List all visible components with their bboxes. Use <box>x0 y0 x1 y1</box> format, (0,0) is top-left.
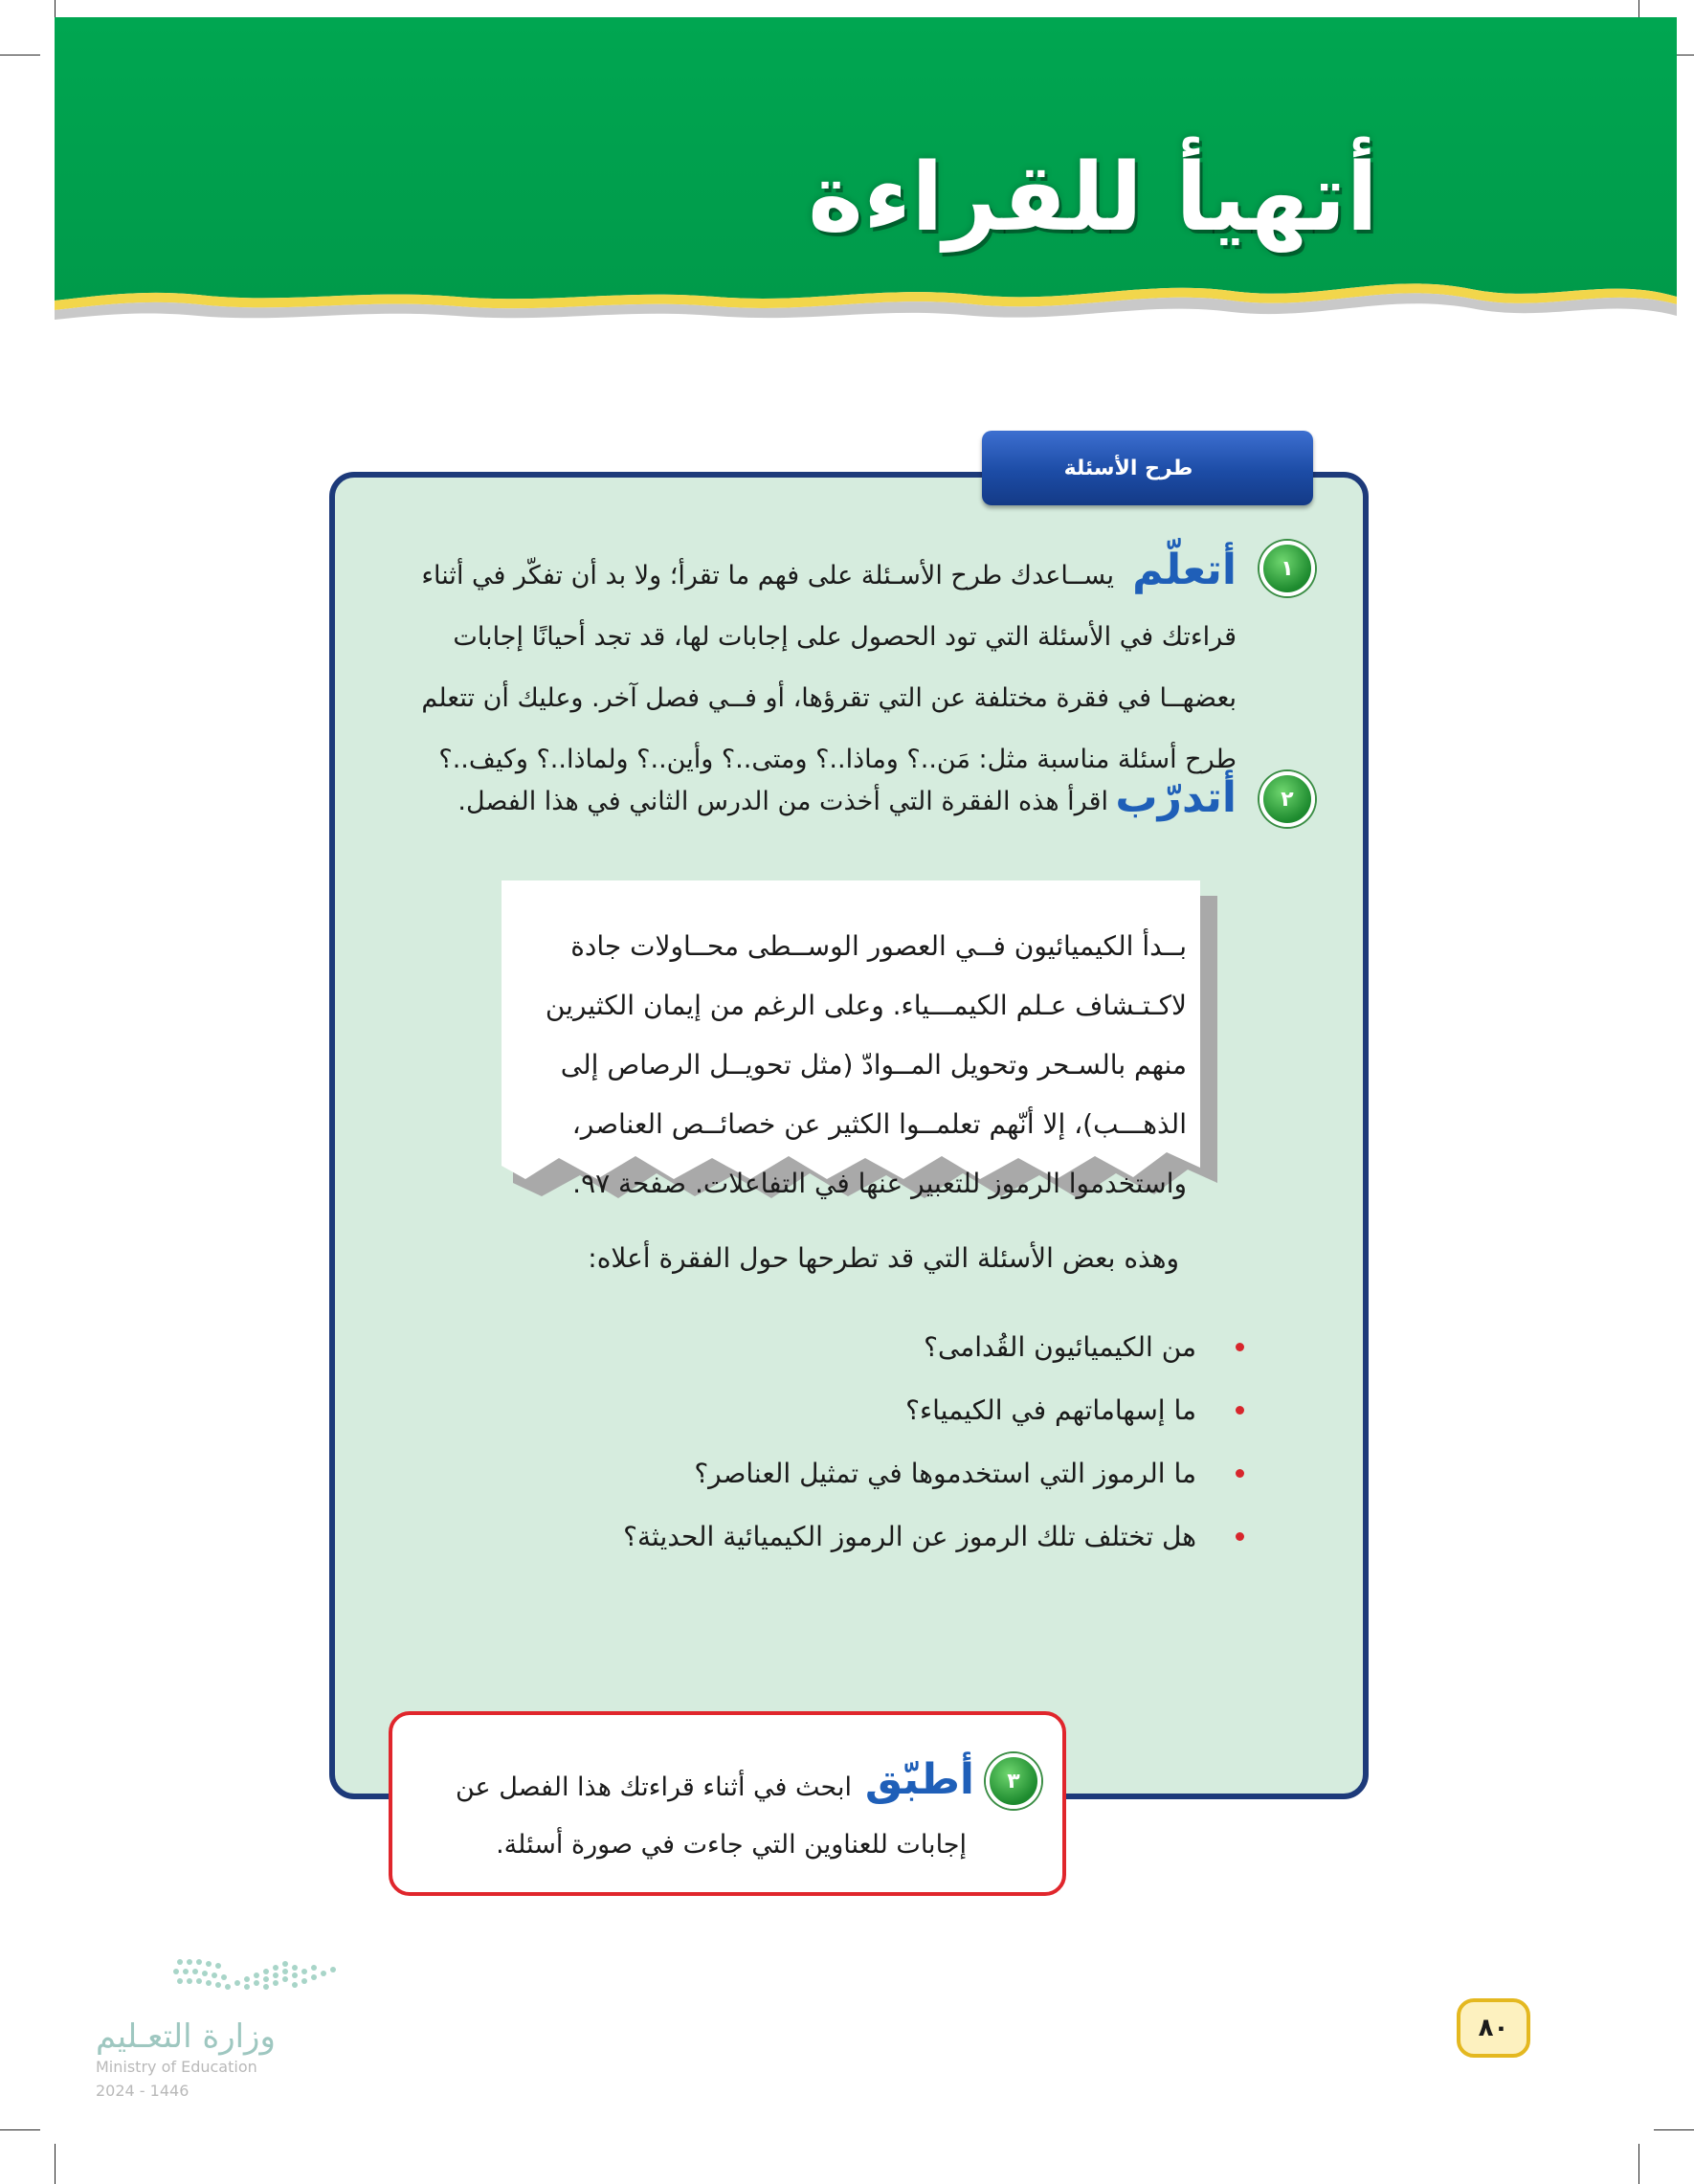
ministry-year: 2024 - 1446 <box>96 2082 189 2100</box>
list-item <box>623 1379 1244 1442</box>
quote-paragraph <box>517 917 1187 1214</box>
question-text: ما إسهاماتهم في الكيمياء؟ <box>905 1394 1196 1426</box>
apply-line: ابحث في أثناء قراءتك هذا الفصل عن <box>455 1772 852 1802</box>
bullet-icon <box>1236 1406 1244 1415</box>
learn-line: يســاعدك طرح الأسـئلة على فهم ما تقرأ؛ ولا بد أن تفكّر في أثناء <box>421 561 1114 591</box>
step-badge-1: ١ <box>1259 541 1315 596</box>
quote-line: واستخدموا الرموز للتعبير عنها في التفاعلات. صفحة ٩٧. <box>572 1168 1187 1199</box>
questions-intro: وهذه بعض الأسئلة التي قد تطرحها حول الفقرة أعلاه: <box>588 1242 1179 1274</box>
quote-line: بــدأ الكيميائيون فــي العصور الوســطى محــاولات جادة <box>570 930 1187 962</box>
question-text: هل تختلف تلك الرموز عن الرموز الكيميائية الحديثة؟ <box>623 1521 1196 1552</box>
learn-line: قراءتك في الأسئلة التي تود الحصول على إجابات لها، قد تجد أحيانًا إجابات <box>453 622 1237 652</box>
learn-line: طرح أسئلة مناسبة مثل: مَن..؟ وماذا..؟ ومتى..؟ وأين..؟ ولماذا..؟ وكيف..؟ <box>438 745 1237 774</box>
bullet-icon <box>1236 1532 1244 1541</box>
bullet-icon <box>1236 1469 1244 1478</box>
ministry-name-en: Ministry of Education <box>96 2058 257 2076</box>
practice-text: اقرأ هذه الفقرة التي أخذت من الدرس الثاني في هذا الفصل. <box>457 787 1108 816</box>
page-number: ٨٠ <box>1457 1998 1530 2058</box>
step-badge-3: ٣ <box>986 1753 1041 1809</box>
ministry-logo-icon <box>96 1952 345 2019</box>
section-tab <box>982 431 1313 505</box>
practice-heading: أتدرّب <box>1115 773 1237 822</box>
ministry-name-ar: وزارة التعـليم <box>96 2017 276 2056</box>
list-item <box>623 1442 1244 1505</box>
learn-heading: أتعلّم <box>1132 546 1237 594</box>
question-text: من الكيميائيون القُدامى؟ <box>924 1331 1196 1363</box>
crop-mark <box>55 2144 56 2184</box>
learn-line: بعضهــا في فقرة مختلفة عن التي تقرؤها، أو فــي فصل آخر. وعليك أن تتعلم <box>421 683 1237 713</box>
list-item <box>623 1505 1244 1569</box>
question-text: ما الرموز التي استخدموها في تمثيل العناصر؟ <box>694 1458 1196 1489</box>
crop-mark <box>1638 2144 1639 2184</box>
section-tab-label: طرح الأسئلة <box>1063 456 1193 480</box>
step-badge-2: ٢ <box>1259 771 1315 827</box>
bullet-icon <box>1236 1343 1244 1351</box>
learn-paragraph <box>394 546 1237 791</box>
questions-list <box>623 1316 1244 1569</box>
list-item <box>623 1316 1244 1379</box>
quote-line: الذهـــب)، إلا أنّهم تعلمــوا الكثير عن خصائــص العناصر، <box>571 1108 1187 1140</box>
apply-line: إجابات للعناوين التي جاءت في صورة أسئلة. <box>496 1830 967 1860</box>
page-title: أتهيأ للقراءة <box>808 144 1378 253</box>
crop-mark <box>0 55 40 56</box>
crop-mark <box>1654 2129 1694 2130</box>
quote-line: لاكـتـشاف عـلم الكيمـــياء. وعلى الرغم من إيمان الكثيرين <box>545 990 1187 1021</box>
apply-heading: أطبّق <box>864 1755 974 1804</box>
crop-mark <box>0 2129 40 2130</box>
apply-paragraph <box>419 1759 974 1874</box>
quote-line: منهم بالسـحر وتحويل المــوادّ (مثل تحويــل الرصاص إلى <box>560 1049 1187 1081</box>
